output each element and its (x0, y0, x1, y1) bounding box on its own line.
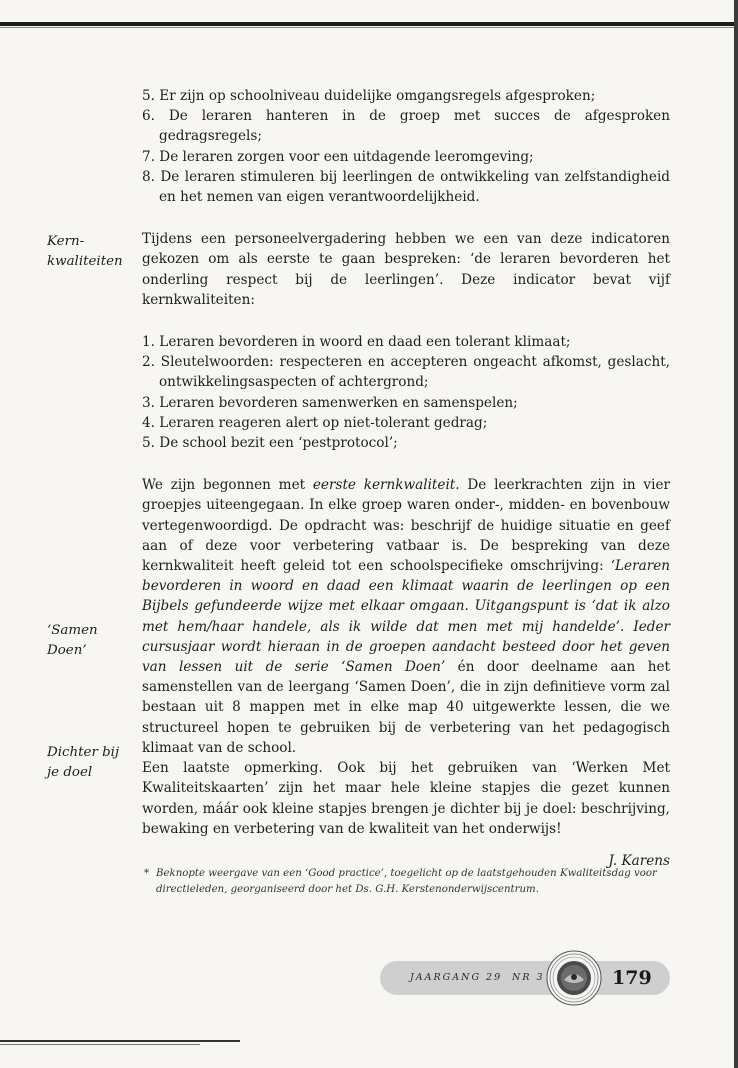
top-rule (0, 22, 738, 26)
margin-note-line: Kern- (47, 234, 85, 249)
paragraph-intro: Tijdens een personeelvergadering hebben we een van deze indicatoren gekozen om als eerste te gaan bespreken: ‘de leraren bevorderen het onderling respect bij de leerlingen’. Deze indicator bevat vijf kernkwaliteiten: (142, 231, 670, 308)
margin-note-dichter-bij-je-doel (47, 743, 139, 783)
article-body (142, 86, 670, 871)
volume-label: JAARGANG 29 (410, 972, 503, 983)
margin-note-samen-doen (47, 621, 139, 661)
list-item: 5. De school bezit een ‘pestprotocol’; (142, 435, 398, 452)
text-run: We zijn begonnen met (142, 477, 313, 494)
margin-note-kernkwaliteiten (47, 232, 139, 272)
margin-note-line: je doel (47, 765, 93, 781)
margin-note-line: ‘Samen (47, 623, 98, 638)
margin-note-line: Dichter bij (47, 745, 120, 760)
list-item: 2. Sleutelwoorden: respecteren en accepteren ongeacht afkomst, geslacht, ontwikkelingsaspecten of achtergrond; (142, 354, 670, 391)
text-run: De leerkrachten zijn in vier groepjes uiteengegaan. In elke groep waren onder-, midden- en bovenbouw vertegenwoordigd. De opdracht was: beschrijf de huidige situatie en geef aan of deze voor verbetering vatbaar is. De bespreking van deze kernkwaliteit heeft geleid tot een schoolspecifieke omschrijving: (142, 477, 670, 575)
margin-note-line: kwaliteiten (47, 254, 123, 270)
footnote-marker: * (144, 868, 150, 879)
emphasis-run: eerste kernkwaliteit. (312, 477, 460, 494)
author-signature: J. Karens (608, 852, 670, 869)
bottom-rule-thin (0, 1044, 200, 1045)
list-item: 7. De leraren zorgen voor een uitdagende leeromgeving; (142, 148, 534, 165)
list-item: 4. Leraren reageren alert op niet-tolerant gedrag; (142, 414, 488, 431)
page-number: 179 (612, 967, 652, 989)
top-rule-thin (0, 27, 738, 28)
bottom-rule (0, 1040, 240, 1042)
list-item: 6. De leraren hanteren in de groep met succes de afgesproken gedragsregels; (142, 108, 670, 145)
indicator-list (142, 86, 670, 207)
paragraph-closing: Een laatste opmerking. Ook bij het gebruiken van ‘Werken Met Kwaliteitskaarten’ zijn het maar hele kleine stapjes die gezet kunnen worden, máár ook kleine stapjes brengen je dichter bij je doel: beschrijving, bewaking en verbetering van de kwaliteit van het onderwijs! (142, 760, 670, 837)
list-item: 3. Leraren bevorderen samenwerken en samenspelen; (142, 394, 518, 411)
core-quality-list (142, 332, 670, 453)
text-run: én door deelname aan het samenstellen van de leergang ‘Samen Doen’, die in zijn definitieve vorm zal bestaan uit 8 mappen met in elke map 40 uitgewerkte lessen, die we structureel hopen te gebruiken bij de verbetering van het pedagogisch klimaat van de school. (142, 659, 670, 756)
journal-emblem-icon (546, 950, 602, 1006)
page-edge (734, 0, 738, 1068)
footnote (144, 866, 674, 897)
list-item: 1. Leraren bevorderen in woord en daad een tolerant klimaat; (142, 334, 571, 351)
list-item: 8. De leraren stimuleren bij leerlingen de ontwikkeling van zelfstandigheid en het nemen van eigen verantwoordelijkheid. (142, 168, 670, 206)
issue-label: NR 3 (512, 972, 545, 983)
emphasis-quote: ‘Leraren bevorderen in woord en daad een klimaat waarin de leerlingen op een Bijbels gefundeerde wijze met elkaar omgaan. Uitgangspunt is ‘dat ik alzo met hem/haar handele, als ik wilde dat men met mij handelde’. Ieder cursusjaar wordt hieraan in de groepen aandacht besteed door het geven van lessen uit de serie ‘Samen Doen’ (142, 558, 670, 676)
list-item: 5. Er zijn op schoolniveau duidelijke omgangsregels afgesproken; (142, 88, 596, 104)
footnote-text: Beknopte weergave van een ‘Good practice’, toegelicht op de laatstgehouden Kwaliteitsdag voor directieleden, georganiseerd door het Ds. G.H. Kerstenonderwijscentrum. (156, 868, 657, 895)
paragraph-first-quality (142, 475, 670, 758)
margin-note-line: Doen’ (47, 643, 87, 659)
